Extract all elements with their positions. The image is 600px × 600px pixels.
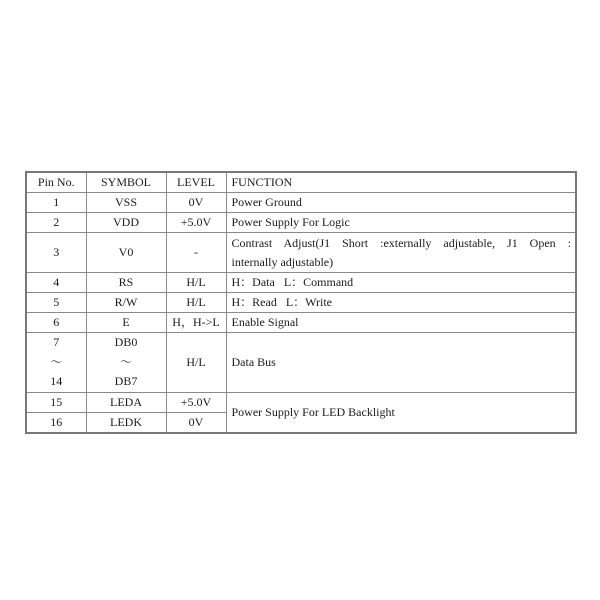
- symbol-cell: E: [86, 313, 166, 333]
- pin-cell: 6: [26, 313, 86, 333]
- level-cell: +5.0V: [166, 213, 226, 233]
- symbol-cell: R/W: [86, 293, 166, 313]
- table-row: [26, 273, 576, 293]
- function-cell: Power Supply For Logic: [226, 213, 576, 233]
- symbol-range-end: DB7: [114, 374, 138, 389]
- header-pin-no: Pin No.: [26, 172, 86, 193]
- header-symbol: SYMBOL: [86, 172, 166, 193]
- pin-range-tilde: ～: [50, 354, 63, 369]
- function-cell-merged: Power Supply For LED Backlight: [226, 393, 576, 434]
- pin-cell: 1: [26, 193, 86, 213]
- table-row: [26, 193, 576, 213]
- pin-cell: 4: [26, 273, 86, 293]
- header-function: FUNCTION: [226, 172, 576, 193]
- table-row: [26, 333, 576, 393]
- table-row: [26, 313, 576, 333]
- symbol-cell: [86, 333, 166, 393]
- symbol-cell: VSS: [86, 193, 166, 213]
- pin-cell: 2: [26, 213, 86, 233]
- function-cell: H：Read L：Write: [226, 293, 576, 313]
- pin-range-end: 14: [50, 374, 63, 389]
- level-cell: H/L: [166, 293, 226, 313]
- symbol-cell: LEDA: [86, 393, 166, 413]
- pin-cell: 15: [26, 393, 86, 413]
- function-line-2: internally adjustable): [231, 254, 334, 269]
- symbol-range-start: DB0: [114, 335, 138, 350]
- symbol-cell: V0: [86, 233, 166, 273]
- function-cell: Enable Signal: [226, 313, 576, 333]
- header-level: LEVEL: [166, 172, 226, 193]
- function-cell: Power Ground: [226, 193, 576, 213]
- pin-assignment-table-container: [25, 171, 575, 434]
- table-row: [26, 393, 576, 413]
- table-row: [26, 293, 576, 313]
- symbol-range-tilde: ～: [119, 354, 132, 369]
- table-header-row: [26, 172, 576, 193]
- pin-assignment-table: [25, 171, 577, 434]
- level-cell: 0V: [166, 193, 226, 213]
- level-cell: H/L: [166, 333, 226, 393]
- pin-range-start: 7: [53, 335, 60, 350]
- level-cell: +5.0V: [166, 393, 226, 413]
- symbol-cell: VDD: [86, 213, 166, 233]
- pin-cell: 3: [26, 233, 86, 273]
- pin-cell: 5: [26, 293, 86, 313]
- table-row: [26, 233, 576, 273]
- level-cell: H/L: [166, 273, 226, 293]
- pin-cell: [26, 333, 86, 393]
- table-row: [26, 213, 576, 233]
- symbol-cell: LEDK: [86, 413, 166, 434]
- level-cell: 0V: [166, 413, 226, 434]
- function-cell: Data Bus: [226, 333, 576, 393]
- level-cell: -: [166, 233, 226, 273]
- function-line-1: Contrast Adjust(J1 Short :externally adjustable, J1 Open :: [231, 235, 571, 250]
- symbol-cell: RS: [86, 273, 166, 293]
- pin-cell: 16: [26, 413, 86, 434]
- level-cell: H，H->L: [166, 313, 226, 333]
- function-cell: H：Data L：Command: [226, 273, 576, 293]
- function-cell: [226, 233, 576, 273]
